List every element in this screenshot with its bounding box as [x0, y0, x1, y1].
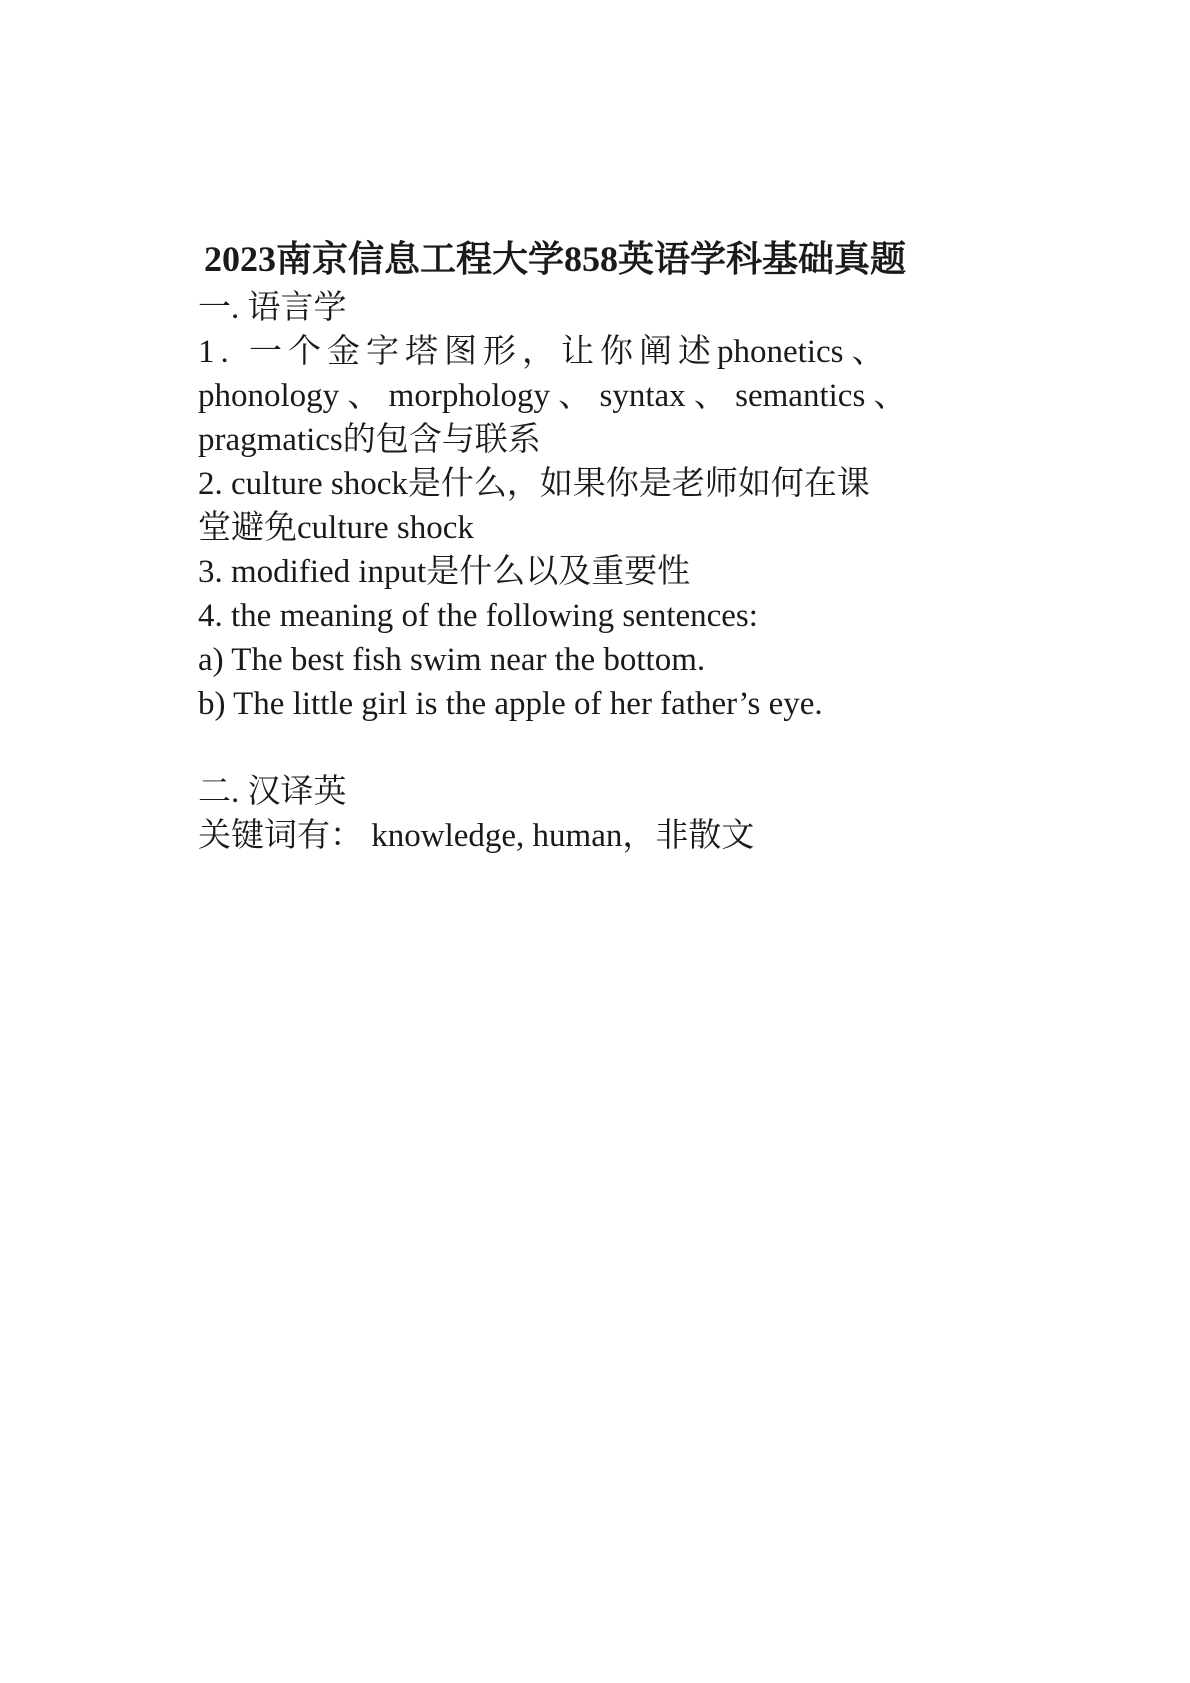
question-1-line-3: pragmatics的包含与联系 [198, 422, 541, 458]
keywords-line: 关键词有： knowledge, human，非散文 [198, 818, 755, 854]
question-4: 4. the meaning of the following sentences: [198, 598, 758, 634]
question-1-line-1-tail: phonetics 、 [717, 334, 885, 370]
document-body [198, 232, 998, 858]
question-2-line-1: 2. culture shock是什么，如果你是老师如何在课 [198, 466, 870, 502]
question-4b: b) The little girl is the apple of her father’s eye. [198, 686, 823, 722]
question-1-prefix: 1. 一个金字塔图形，让你阐述 [198, 334, 717, 370]
question-4a: a) The best fish swim near the bottom. [198, 642, 706, 678]
question-1-line-1 [198, 330, 998, 374]
section-heading-translation: 二. 汉译英 [198, 774, 347, 810]
question-3: 3. modified input是什么以及重要性 [198, 554, 691, 590]
question-1-line-2: phonology 、 morphology 、 syntax 、 semantics 、 [198, 378, 907, 414]
section-heading-linguistics: 一. 语言学 [198, 290, 347, 326]
section-spacer [198, 726, 998, 770]
document-title: 2023南京信息工程大学858英语学科基础真题 [204, 239, 907, 279]
question-2-line-2: 堂避免culture shock [198, 510, 474, 546]
